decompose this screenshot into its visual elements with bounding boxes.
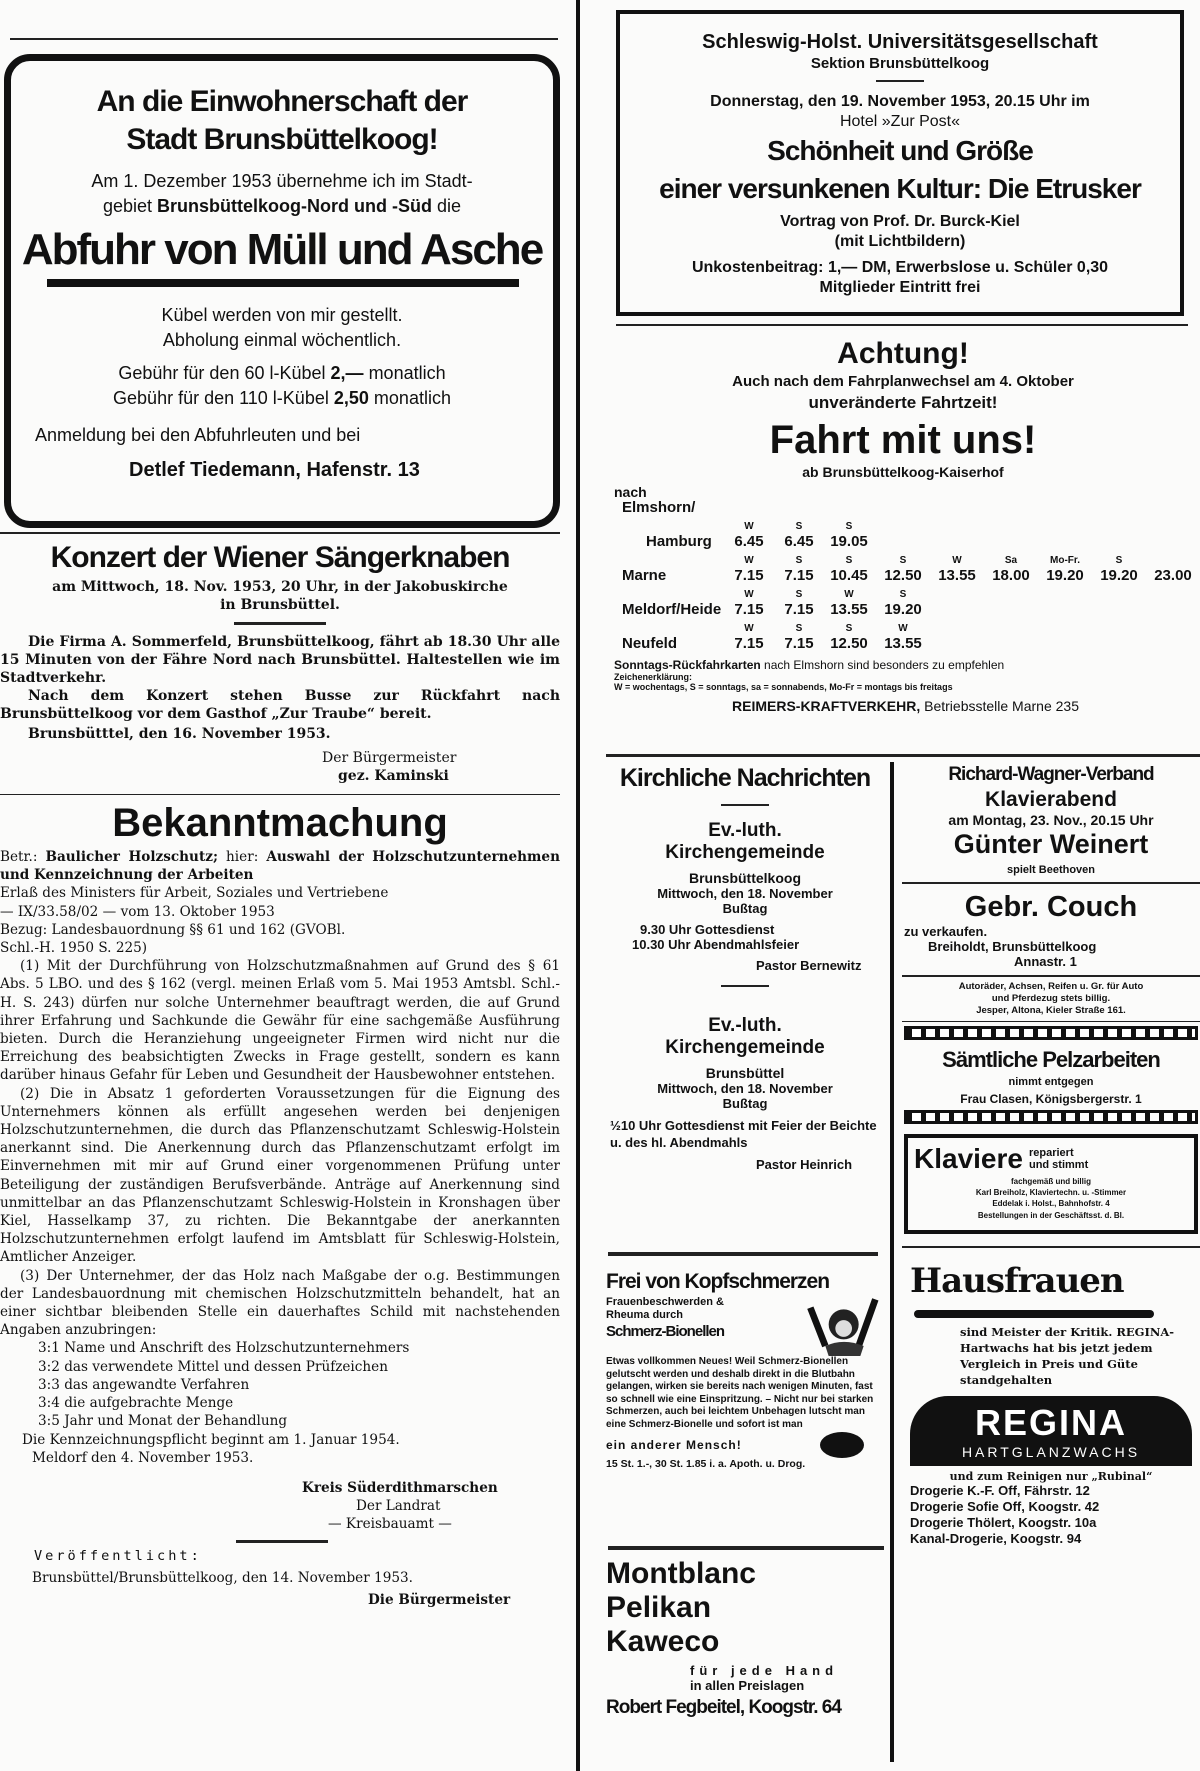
notice-signature: Kreis Süderdithmarschen [302, 1479, 498, 1496]
legend-label: Zeichenerklärung: [614, 672, 693, 682]
pastor-name: Pastor Heinrich [756, 1157, 853, 1172]
departure-time: 13.55 [884, 635, 922, 652]
bus-subtitle: unveränderte Fahrtzeit! [808, 393, 998, 412]
destination: Neufeld [622, 635, 678, 652]
departure-time: 7.15 [784, 601, 814, 618]
departure-time: 23.00 [1154, 567, 1192, 584]
concert-subtitle: am Mittwoch, 18. Nov. 1953, 20 Uhr, in der Jakobuskirche [52, 579, 508, 595]
service-time: ½10 Uhr Gottesdienst mit Feier der Beichte u. des hl. Abendmahls [610, 1118, 877, 1150]
lecture-date: Donnerstag, den 19. November 1953, 20.15 Uhr im [710, 93, 1090, 110]
timetable-row-label [606, 500, 1200, 518]
short-rule [236, 1540, 328, 1543]
departure-time: 12.50 [830, 635, 868, 652]
departure-time: 19.20 [1046, 567, 1084, 584]
departure [1148, 567, 1198, 584]
ad-text: Abholung einmal wöchentlich. [162, 330, 402, 350]
service-time: 10.30 Uhr Abendmahlsfeier [632, 937, 800, 952]
departure [724, 589, 774, 618]
departure-time: 6.45 [784, 533, 814, 550]
departure [824, 555, 874, 584]
piano-text: Bestellungen in der Geschäftsst. d. Bl. [977, 1211, 1125, 1220]
notice-reference: Schl.-H. 1950 S. 225) [0, 940, 148, 957]
departure-time: 13.55 [830, 601, 868, 618]
day-code: S [795, 589, 803, 600]
fur-title: Sämtliche Pelzarbeiten [942, 1047, 1160, 1072]
column-divider [576, 0, 580, 1771]
bus-title: Achtung! [837, 337, 969, 370]
fee-period: monatlich [368, 363, 446, 383]
subject-label: Betr.: [0, 849, 38, 865]
section-rule [616, 324, 1188, 326]
short-rule [721, 985, 769, 987]
parish-name: Ev.-luth. [708, 1015, 782, 1036]
fee-row [11, 361, 553, 386]
fee-period: monatlich [373, 388, 451, 408]
section-rule [902, 1246, 1200, 1248]
notice-dateline: Meldorf den 4. November 1953. [32, 1449, 254, 1466]
notice-official [0, 800, 560, 1609]
remedy-top-text [606, 1296, 796, 1342]
bus-company [732, 698, 1200, 714]
bus-company-address: Betriebsstelle Marne 235 [924, 698, 1079, 714]
ad-garbage-collection [4, 54, 560, 528]
departure-time: 7.15 [784, 635, 814, 652]
published-signature: Die Bürgermeister [368, 1591, 511, 1608]
notice-list-item: 3:1 Name und Anschrift des Holzschutzunternehmers [38, 1340, 410, 1357]
lecture-fee: Unkostenbeitrag: 1,— DM, Erwerbslose u. Schüler 0,30 [691, 259, 1109, 276]
remedy-title: Frei von Kopfschmerzen [606, 1270, 830, 1293]
departure [774, 623, 824, 652]
day-code: Sa [1004, 555, 1018, 566]
remedy-text: Rheuma durch [606, 1309, 684, 1321]
departure [932, 555, 982, 584]
destination: Hamburg [646, 533, 712, 550]
day-code: W [844, 589, 854, 600]
service-time: 9.30 Uhr Gottesdienst [640, 922, 775, 937]
church-title: Kirchliche Nachrichten [619, 764, 871, 792]
fee-label: Gebühr für den 60 l-Kübel [118, 363, 326, 383]
departure-time: 19.20 [1100, 567, 1138, 584]
fur-sub: nimmt entgegen [1008, 1076, 1094, 1088]
destination: Meldorf/Heide [622, 601, 722, 618]
departure-time: 7.15 [734, 635, 764, 652]
fee-label: Gebühr für den 110 l-Kübel [113, 388, 329, 408]
departure [724, 521, 774, 550]
lecture-title: Schönheit und Größe [767, 135, 1033, 166]
ad-text: gebiet [102, 196, 152, 216]
parish-name: Kirchengemeinde [665, 1037, 825, 1058]
wax-title: Hausfrauen [910, 1261, 1124, 1301]
shop-address: Drogerie Sofie Off, Koogstr. 42 [910, 1499, 1100, 1514]
lecture-members: Mitglieder Eintritt frei [819, 279, 981, 296]
notice-church [606, 760, 884, 1172]
ad-university-lecture [616, 10, 1184, 316]
departure [774, 521, 824, 550]
bus-note-text: nach Elmshorn sind besonders zu empfehlen [764, 658, 1005, 672]
ad-text: die [437, 196, 462, 216]
destination: Marne [622, 567, 667, 584]
decorative-border [904, 1026, 1198, 1040]
section-rule [902, 975, 1200, 977]
concert-signature: gez. Kaminski [338, 768, 449, 784]
destination: Elmshorn/ [622, 499, 696, 516]
published-label: Veröffentlicht: [34, 1547, 202, 1564]
ad-text-bold: Brunsbüttelkoog-Nord und -Süd [157, 196, 432, 216]
pen-brand: Kaweco [606, 1625, 720, 1658]
column-divider [890, 762, 894, 1762]
departure [724, 623, 774, 652]
bus-note-bold: Sonntags-Rückfahrkarten [614, 658, 761, 672]
product-tin-icon [820, 1432, 864, 1458]
shop-address: Drogerie Thölert, Koogstr. 10a [910, 1515, 1097, 1530]
parish-date: Mittwoch, den 18. November [657, 1081, 833, 1096]
parish-name: Ev.-luth. [708, 820, 782, 841]
departure-time: 19.05 [830, 533, 868, 550]
ad-piano-repair [904, 1134, 1198, 1234]
departure [1040, 555, 1090, 584]
day-code: S [795, 623, 803, 634]
couch-address: Annastr. 1 [1014, 954, 1077, 969]
lecture-speaker: Vortrag von Prof. Dr. Burck-Kiel [780, 213, 1020, 230]
wagner-org: Richard-Wagner-Verband [948, 764, 1154, 785]
day-code: S [899, 555, 907, 566]
piano-tagline-text: repariert [1028, 1147, 1074, 1159]
ad-headline: Abfuhr von Müll und Asche [21, 225, 543, 274]
notice-decree: Erlaß des Ministers für Arbeit, Soziales und Vertriebene [0, 885, 389, 902]
day-code: W [744, 521, 754, 532]
ad-text: Anmeldung bei den Abfuhrleuten und bei [35, 425, 361, 445]
subject-bold: Baulicher Holzschutz; [45, 849, 218, 865]
remedy-brand: Schmerz-Bionellen [606, 1323, 725, 1340]
day-code: W [952, 555, 962, 566]
bus-subtitle: Auch nach dem Fahrplanwechsel am 4. Oktober [732, 373, 1074, 390]
departure [724, 555, 774, 584]
departure [824, 623, 874, 652]
departure-time: 7.15 [734, 601, 764, 618]
pen-shop: Robert Fegbeitel, Koogstr. 64 [606, 1697, 841, 1718]
ad-signature: Detlef Tiedemann, Hafenstr. 13 [129, 459, 420, 481]
day-code: W [744, 623, 754, 634]
subject-text: hier: [226, 849, 259, 865]
day-code: S [795, 521, 803, 532]
notice-paragraph: (3) Der Unternehmer, der das Holz nach Maßgabe der o.g. Bestimmungen der Landesbauordnung mit chemischen Holzschutzmitteln behandelt, hat an einer sichtbar bleibenden Stelle ein dauerhaftes Schild mit nachstehenden Angaben anzubringen: [0, 1267, 560, 1339]
fee-row [11, 386, 553, 411]
ad-text [11, 194, 553, 219]
timetable-body [606, 500, 1200, 654]
wax-note: und zum Reinigen nur „Rubinal“ [949, 1470, 1153, 1483]
day-code: S [845, 555, 853, 566]
lecture-slides: (mit Lichtbildern) [834, 233, 966, 250]
parish-place: Brunsbüttelkoog [689, 870, 801, 886]
concert-text: Die Firma A. Sommerfeld, Brunsbüttelkoog, fährt ab 18.30 Uhr alle 15 Minuten von der Fähre Nord nach Brunsbüttel. Haltestellen wie im Stadtverkehr. [0, 634, 560, 686]
remedy-punch-row [606, 1432, 884, 1458]
notice-title: Bekanntmachung [112, 801, 448, 845]
title-underline [914, 1310, 1154, 1318]
regina-logo-name: REGINA [974, 1402, 1127, 1443]
departure-time: 18.00 [992, 567, 1030, 584]
section-rule [606, 754, 1200, 757]
bus-origin: ab Brunsbüttelkoog-Kaiserhof [802, 464, 1004, 480]
parish-day: Bußtag [722, 1096, 768, 1111]
departure-time: 12.50 [884, 567, 922, 584]
bus-company-name: REIMERS-KRAFTVERKEHR, [732, 698, 921, 714]
timetable-row [606, 586, 1200, 620]
section-rule [0, 794, 560, 795]
woman-illustration-icon [800, 1296, 884, 1356]
ad-title: Stadt Brunsbüttelkoog! [126, 123, 438, 156]
notice-paragraph: (1) Mit der Durchführung von Holzschutzmaßnahmen auf Grund des § 61 Abs. 5 LBO. und des § 162 (vergl. meinen Erlaß vom 5. Mai 1953 Amtsbl. Schl.-H. S. 243) dürfen nur solche Unternehmer beauftragt werden, die auf Grund ihrer Erfahrung und Sachkunde die Gewähr für eine sachgemäße Ausführung bieten. Durch die Heranziehung ungeeigneter Firmen wird nicht nur die Erreichung des beabsichtigten Zwecks in Frage gestellt, sondern es kann darüber hinaus Gefahr für Leben und Gesundheit der Hausbewohner entstehen. [0, 958, 560, 1084]
short-rule [721, 804, 769, 806]
departure-time: 10.45 [830, 567, 868, 584]
section-rule [608, 1252, 878, 1256]
section-rule [902, 1021, 1200, 1022]
ad-headache-remedy [606, 1268, 884, 1470]
wagner-date: am Montag, 23. Nov., 20.15 Uhr [948, 812, 1154, 828]
pen-slogan: in allen Preislagen [690, 1678, 805, 1693]
ad-fountain-pens [606, 1545, 884, 1723]
timetable-row [606, 518, 1200, 552]
departure [986, 555, 1036, 584]
wagner-artist: Günter Weinert [953, 829, 1149, 859]
notice-paragraph: (2) Die in Absatz 1 geforderten Voraussetzungen für die Eignung des Unternehmers können als erfüllt angesehen werden bei denjenigen Holzschutzunternehmen, die durch das Pflanzenschutzamt Schleswig-Holstein anerkannt sind. Die Anerkennung durch das Pflanzenschutzamt erfolgt im Einvernehmen mit mir auf Grund einer vorgenommenen Prüfung unter Beteiligung der zuständigen Berufsverbände. Anträge auf Anerkennung sind unmittelbar an das Pflanzenschutzamt Schleswig-Holstein in Kronshagen über Kiel, Hasselkamp 37, zu richten. Die Bekanntgabe der anerkannten Holzschutzunternehmen erfolgt laufend im Amtsblatt für Schleswig-Holstein, Amtlicher Anzeiger. [0, 1085, 560, 1266]
departure-time: 13.55 [938, 567, 976, 584]
departure-time: 19.20 [884, 601, 922, 618]
notice-concert [0, 538, 560, 785]
day-code: W [898, 623, 908, 634]
lecture-title: einer versunkenen Kultur: Die Etrusker [659, 173, 1141, 204]
notice-signature: — Kreisbauamt — [328, 1516, 452, 1533]
wagner-event: Klavierabend [985, 788, 1117, 811]
remedy-body: Etwas vollkommen Neues! Weil Schmerz-Bionellen gelutscht werden und deshalb direkt in die Blutbahn gelangen, wirken sie bereits nach wenigen Minuten, fast so schnell wie eine Einspritzung. – Nicht nur bei starken Schmerzen, auch bei leichtem Unbehagen lutscht man eine Schmerz-Bionelle und sofort ist man [606, 1356, 874, 1430]
bus-note [614, 658, 1200, 672]
remedy-price: 15 St. 1.-, 30 St. 1.85 i. a. Apoth. u. Drog. [606, 1457, 806, 1470]
auto-text: und Pferdezug stets billig. [991, 993, 1111, 1004]
departure-time: 6.45 [734, 533, 764, 550]
piano-text: Eddelak i. Holst., Bahnhofstr. 4 [992, 1199, 1110, 1208]
departure [824, 589, 874, 618]
notice-reference: Bezug: Landesbauordnung §§ 61 und 162 (GVOBl. [0, 921, 346, 938]
shop-address: Drogerie K.-F. Off, Fährstr. 12 [910, 1483, 1090, 1498]
departure [824, 521, 874, 550]
notice-decree: — IX/33.58/02 — vom 13. Oktober 1953 [0, 903, 275, 920]
piano-header [914, 1142, 1188, 1176]
day-code: S [845, 623, 853, 634]
day-code: S [845, 521, 853, 532]
section-rule [0, 532, 560, 534]
remedy-punchline: ein anderer Mensch! [606, 1437, 742, 1452]
day-code: S [1115, 555, 1123, 566]
departure-time: 7.15 [734, 567, 764, 584]
decorative-border [904, 1110, 1198, 1124]
day-code: W [744, 555, 754, 566]
regina-logo-sub: HARTGLANZWACHS [961, 1444, 1141, 1460]
ad-text: Am 1. Dezember 1953 übernehme ich im Stadt- [91, 171, 473, 191]
timetable-nach: nach [614, 484, 647, 500]
lecture-section: Sektion Brunsbüttelkoog [810, 55, 990, 72]
parish-name: Kirchengemeinde [665, 842, 825, 863]
day-code: Mo-Fr. [1050, 555, 1080, 566]
concert-text: Nach dem Konzert stehen Busse zur Rückfahrt nach Brunsbüttelkoog vor dem Gasthof „Zur Traube“ bereit. [0, 688, 560, 722]
pen-brand: Montblanc [606, 1557, 756, 1590]
notice-list-item: 3:2 das verwendete Mittel und dessen Prüfzeichen [38, 1358, 388, 1375]
lecture-org: Schleswig-Holst. Universitätsgesellschaft [702, 31, 1098, 53]
auto-text: Jesper, Altona, Kieler Straße 161. [976, 1005, 1126, 1016]
departure [774, 589, 824, 618]
piano-tagline-text: und stimmt [1028, 1159, 1089, 1171]
pastor-name: Pastor Bernewitz [756, 958, 862, 973]
day-code: S [899, 589, 907, 600]
lecture-venue: Hotel »Zur Post« [839, 113, 961, 130]
wagner-program: spielt Beethoven [1006, 864, 1096, 876]
regina-logo [910, 1396, 1192, 1466]
departure [1094, 555, 1144, 584]
short-rule [876, 80, 924, 82]
departure [878, 589, 928, 618]
piano-title: Klaviere [914, 1143, 1023, 1174]
day-code: W [744, 589, 754, 600]
published-line: Brunsbüttel/Brunsbüttelkoog, den 14. November 1953. [32, 1569, 413, 1586]
notice-text: Die Kennzeichnungspflicht beginnt am 1. Januar 1954. [22, 1431, 400, 1448]
notice-list-item: 3:5 Jahr und Monat der Behandlung [38, 1413, 288, 1430]
departure [774, 555, 824, 584]
remedy-text: Frauenbeschwerden & [606, 1296, 724, 1308]
concert-title: Konzert der Wiener Sängerknaben [50, 541, 510, 574]
concert-dateline: Brunsbütttel, den 16. November 1953. [28, 726, 331, 742]
departure [878, 623, 928, 652]
subject-bold: Auswahl der Holzschutzunternehmen und Kennzeichnung der Arbeiten [0, 849, 560, 884]
shop-address: Kanal-Drogerie, Koogstr. 94 [910, 1531, 1082, 1546]
concert-subtitle: in Brunsbüttel. [220, 597, 340, 613]
right-column [606, 0, 1200, 1771]
notice-list-item: 3:4 die aufgebrachte Menge [38, 1395, 234, 1412]
parish-day: Bußtag [722, 901, 768, 916]
short-rule [234, 622, 326, 625]
day-code: S [795, 555, 803, 566]
section-rule [902, 882, 1200, 884]
ad-text: Kübel werden von mir gestellt. [161, 305, 403, 325]
couch-sub: zu verkaufen. [904, 924, 988, 939]
timetable [606, 484, 1200, 654]
piano-text: fachgemäß und billig [1010, 1177, 1091, 1186]
timetable-row [606, 552, 1200, 586]
ad-bus-timetable [606, 328, 1200, 714]
departure [878, 555, 928, 584]
bus-headline: Fahrt mit uns! [769, 418, 1037, 462]
couch-title: Gebr. Couch [964, 891, 1138, 923]
notice-signature: Der Landrat [356, 1498, 441, 1515]
timetable-row [606, 620, 1200, 654]
right-subcolumn [902, 762, 1200, 1547]
parish-date: Mittwoch, den 18. November [657, 886, 833, 901]
legend-text: W = wochentags, S = sonntags, sa = sonnabends, Mo-Fr = montags bis freitags [614, 682, 953, 692]
remedy-top [606, 1296, 884, 1356]
fee-amount: 2,50 [333, 388, 369, 408]
pen-slogan: für jede Hand [690, 1663, 839, 1678]
fee-amount: 2,— [330, 363, 364, 383]
fur-name: Frau Clasen, Königsbergerstr. 1 [960, 1092, 1142, 1106]
parish-place: Brunsbüttel [705, 1065, 785, 1081]
ad-title: An die Einwohnerschaft der [96, 85, 468, 118]
piano-tagline [1029, 1147, 1088, 1171]
departure-time: 7.15 [784, 567, 814, 584]
auto-text: Autoräder, Achsen, Reifen u. Gr. für Auto [958, 981, 1144, 992]
notice-subject [0, 848, 560, 884]
left-column [0, 0, 560, 1771]
headline-underline [47, 279, 519, 287]
couch-name: Breiholdt, Brunsbüttelkoog [928, 939, 1097, 954]
pen-brand: Pelikan [606, 1591, 712, 1624]
notice-list-item: 3:3 das angewandte Verfahren [38, 1376, 250, 1393]
top-rule [10, 38, 558, 40]
concert-signature: Der Bürgermeister [322, 750, 457, 766]
wax-text: sind Meister der Kritik. REGINA-Hartwachs hat bis jetzt jedem Vergleich in Preis und Güte standgehalten [960, 1325, 1175, 1387]
piano-text: Karl Breiholz, Klaviertechn. u. -Stimmer [975, 1188, 1127, 1197]
